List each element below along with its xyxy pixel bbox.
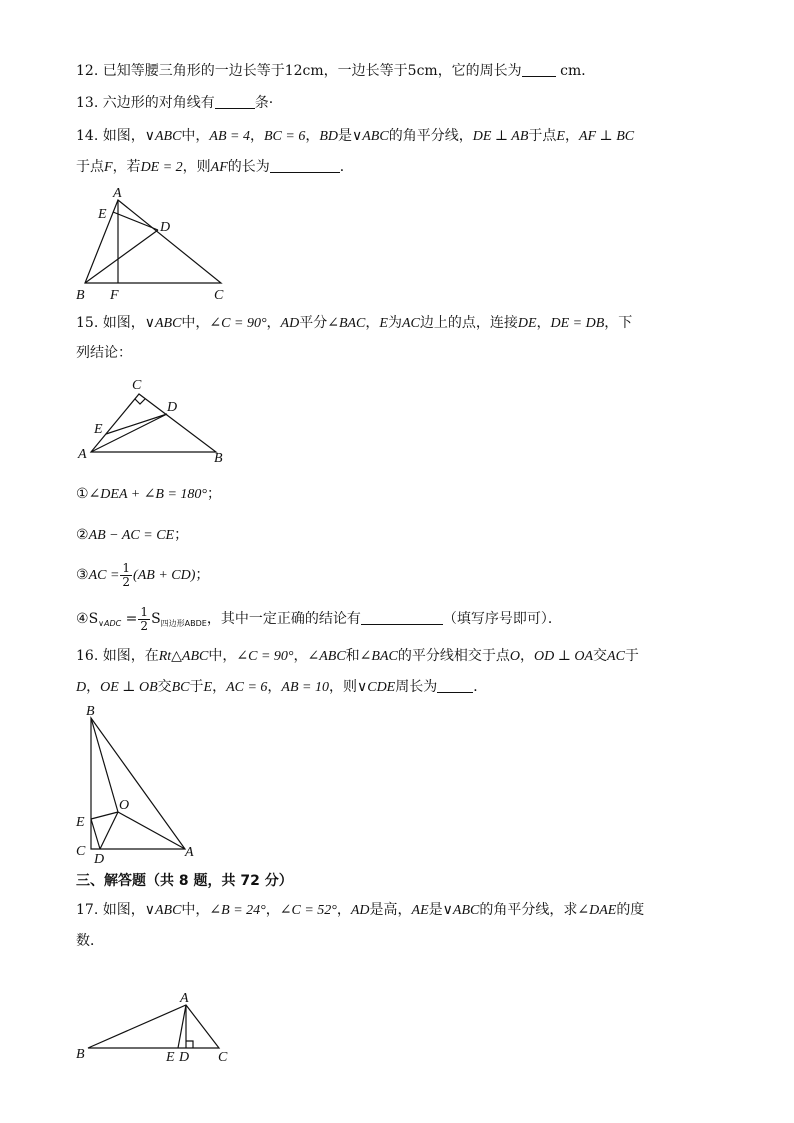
q15-bisects: 平分	[299, 315, 328, 331]
q16-rt-triangle: Rt△ABC	[158, 649, 209, 664]
q16-ac: AC	[607, 649, 625, 664]
q17-angle-b: ∠B = 24°	[209, 903, 266, 918]
q16-od-perp-oa: OD ⊥ OA	[533, 649, 594, 664]
q17-triangle: ∨ABC	[144, 903, 182, 918]
q17-ad: AD	[350, 903, 370, 918]
triangle-abc	[91, 718, 185, 849]
q15-comma4: ，下	[604, 315, 633, 331]
label-a: A	[185, 845, 194, 860]
q16-triangle-cde: ∨CDE	[356, 680, 396, 695]
fraction-denominator: 2	[140, 618, 149, 633]
question-14-line-1	[76, 126, 634, 147]
q16-comma4: ，	[212, 679, 227, 695]
q12-text-b: ，一边长等于	[323, 63, 408, 79]
area-subscript-1: ∨ADC	[98, 619, 122, 628]
label-e: E	[94, 422, 103, 437]
q16-meet: 的平分线相交于点	[397, 648, 510, 664]
conclusion-4	[76, 604, 562, 639]
conclusion-2-end: ；	[174, 527, 189, 543]
q17-line2: 数．	[76, 933, 104, 949]
triangle-abc	[88, 1005, 219, 1048]
question-number: 12.	[76, 63, 99, 79]
q15-point-on: 为	[387, 315, 402, 331]
q16-then: ，则	[328, 679, 357, 695]
q12-end: ．	[581, 63, 596, 79]
q14-bisector: 的角平分线，	[388, 128, 473, 144]
q17-angle-c: ∠C = 52°	[279, 903, 337, 918]
question-12	[76, 61, 595, 81]
conclusion-1-text: ∠DEA + ∠B = 180°	[88, 487, 208, 502]
label-b: B	[76, 1047, 85, 1062]
label-c: C	[214, 288, 224, 303]
q16-angle-bac: ∠BAC	[359, 649, 398, 664]
q16-figure	[74, 700, 204, 870]
q14-bc: BC = 6	[263, 129, 306, 144]
q17-is-altitude: 是高，	[369, 902, 412, 918]
q15-comma3: ，	[536, 315, 551, 331]
bisector-ae	[178, 1005, 186, 1048]
q14-de-value: DE = 2	[140, 160, 183, 175]
q17-comma: ，	[265, 902, 280, 918]
q14-intro: 如图，	[102, 128, 145, 144]
q12-text-c: ，它的周长为	[437, 63, 522, 79]
q16-end: ．	[473, 679, 488, 695]
fraction-numerator: 1	[122, 560, 131, 575]
q17-comma2: ，	[336, 902, 351, 918]
label-c: C	[218, 1050, 228, 1065]
q13-text-b: 条·	[254, 95, 274, 111]
q15-ac: AC	[401, 316, 420, 331]
q16-o: O	[509, 649, 520, 664]
q16-ab-value: AB = 10	[281, 680, 329, 695]
question-number: 15.	[76, 315, 99, 331]
q12-length-2: 5cm	[407, 63, 438, 79]
q15-ad: AD	[280, 316, 300, 331]
segment-ed	[91, 819, 100, 849]
q14-line2-b: ，若	[112, 159, 141, 175]
q15-de-eq-db: DE = DB	[550, 316, 605, 331]
question-17-line-2	[76, 931, 104, 951]
q16-comma2: ，	[519, 648, 534, 664]
question-14-line-2	[76, 157, 354, 178]
fraction-half	[120, 562, 132, 589]
label-b: B	[214, 451, 223, 466]
question-15-line-2	[76, 343, 132, 363]
label-e: E	[76, 815, 85, 830]
label-d: D	[179, 1050, 190, 1065]
fraction-numerator: 1	[140, 604, 149, 619]
q17-tail: 的度	[616, 902, 645, 918]
segment-oe	[91, 812, 118, 819]
answer-blank[interactable]	[215, 94, 255, 109]
q12-length-1: 12cm	[284, 63, 324, 79]
q17-triangle-2: ∨ABC	[442, 903, 480, 918]
question-number: 14.	[76, 128, 99, 144]
q14-triangle-2: ∨ABC	[352, 129, 389, 144]
q15-line2: 列结论：	[76, 345, 132, 361]
question-16-line-1	[76, 646, 639, 667]
q14-triangle: ∨ABC	[144, 129, 182, 144]
right-angle-mark	[186, 1041, 193, 1048]
q16-cross: 交	[593, 648, 608, 664]
label-d: D	[94, 852, 105, 867]
triangle-abc	[91, 394, 216, 452]
conclusion-2-text: AB − AC = CE	[88, 528, 175, 543]
fill-hint: （填写序号即可）．	[442, 611, 562, 627]
right-angle-mark	[135, 399, 145, 404]
answer-blank[interactable]	[522, 62, 556, 77]
q14-end: ．	[339, 159, 354, 175]
label-c: C	[132, 378, 142, 393]
conclusion-3-end: ；	[195, 567, 210, 583]
answer-blank[interactable]	[270, 158, 340, 173]
q15-on-side: 边上的点，连接	[419, 315, 518, 331]
label-a: A	[180, 991, 189, 1006]
q14-is: 是	[338, 128, 352, 144]
q14-figure	[74, 185, 244, 305]
q16-ac-value: AC = 6	[226, 680, 268, 695]
q15-mid: 中，	[181, 315, 210, 331]
label-b: B	[76, 288, 85, 303]
label-d: D	[167, 400, 178, 415]
question-number: 13.	[76, 95, 99, 111]
question-number: 16.	[76, 648, 99, 664]
q12-unit: cm	[560, 63, 582, 79]
label-f: F	[110, 288, 119, 303]
answer-blank[interactable]	[361, 610, 443, 625]
q15-e: E	[379, 316, 388, 331]
conclusion-3-rhs: (AB + CD)	[133, 568, 196, 583]
answer-blank[interactable]	[437, 678, 473, 693]
q14-comma3: ，	[564, 128, 579, 144]
q14-f: F	[104, 160, 113, 175]
conclusion-2-number: ②	[76, 527, 89, 543]
label-e: E	[166, 1050, 175, 1065]
q16-intro: 如图，在	[102, 648, 159, 664]
question-number: 17.	[76, 902, 99, 918]
q14-de-perp-ab: DE ⊥ AB	[472, 129, 529, 144]
question-15-line-1	[76, 313, 632, 334]
q15-de: DE	[517, 316, 537, 331]
q14-af: AF	[210, 160, 228, 175]
q14-line2-a: 于点	[76, 159, 104, 175]
label-a: A	[78, 447, 87, 462]
fraction-half	[138, 606, 150, 633]
q15-comma2: ，	[365, 315, 380, 331]
conclusion-1	[76, 484, 221, 505]
q17-figure	[74, 988, 244, 1068]
label-c: C	[76, 844, 86, 859]
q16-oe-perp-ob: OE ⊥ OB	[100, 680, 158, 695]
q15-angle-bac: ∠BAC	[327, 316, 366, 331]
fraction-denominator: 2	[122, 574, 131, 589]
question-13	[76, 93, 273, 113]
q16-at2: 于	[189, 679, 204, 695]
section-3-title: 三、解答题（共 8 题，共 72 分）	[76, 873, 293, 889]
q15-triangle: ∨ABC	[144, 316, 182, 331]
question-17-line-1	[76, 900, 644, 921]
q17-intro: 如图，	[102, 902, 145, 918]
q12-text-a: 已知等腰三角形的一边长等于	[102, 63, 285, 79]
segment-ao	[118, 812, 185, 849]
conclusion-2	[76, 525, 188, 546]
q16-angle-c: ∠C = 90°	[236, 649, 294, 664]
question-16-line-2	[76, 677, 487, 698]
q17-mid: 中，	[181, 902, 210, 918]
conclusion-3-lhs: AC =	[88, 568, 120, 583]
q16-cross2: 交	[157, 679, 172, 695]
q17-ae: AE	[411, 903, 429, 918]
q16-e: E	[203, 680, 213, 695]
q16-comma5: ，	[267, 679, 282, 695]
conclusion-4-number: ④	[76, 611, 89, 627]
q14-comma: ，	[249, 128, 264, 144]
q14-comma2: ，	[305, 128, 320, 144]
label-a: A	[113, 186, 122, 201]
q16-mid: 中，	[208, 648, 237, 664]
q16-comma: ，	[293, 648, 308, 664]
q16-perimeter: 周长为	[395, 679, 438, 695]
segment-de	[106, 414, 167, 434]
q14-line2-c: ，则	[182, 159, 211, 175]
q15-figure	[76, 378, 236, 468]
segment-bo	[91, 718, 118, 812]
q16-angle-abc: ∠ABC	[307, 649, 346, 664]
q14-mid: 中，	[181, 128, 210, 144]
area-symbol-2: S	[151, 611, 161, 627]
label-b: B	[86, 704, 95, 719]
label-o: O	[119, 798, 130, 813]
q16-d: D	[76, 680, 87, 695]
q14-af-perp-bc: AF ⊥ BC	[578, 129, 635, 144]
conclusion-1-end: ；	[207, 486, 222, 502]
q16-at: 于	[624, 648, 639, 664]
q15-comma: ，	[266, 315, 281, 331]
conclusion-3	[76, 560, 209, 591]
q17-bisector: 的角平分线，求	[479, 902, 578, 918]
area-subscript-2: 四边形ABDE	[160, 619, 207, 628]
q17-angle-dae: ∠DAE	[577, 903, 617, 918]
q13-text-a: 六边形的对角线有	[102, 95, 215, 111]
conclusion-4-tail: ，其中一定正确的结论有	[206, 611, 361, 627]
conclusion-3-number: ③	[76, 567, 89, 583]
q14-line2-d: 的长为	[227, 159, 270, 175]
q16-and: 和	[345, 648, 360, 664]
q16-comma3: ，	[86, 679, 101, 695]
q14-at: 于点	[528, 128, 557, 144]
area-symbol: S	[88, 611, 99, 627]
equals-sign: =	[121, 611, 138, 627]
q17-is: 是	[428, 902, 443, 918]
q15-intro: 如图，	[102, 315, 145, 331]
q15-angle-c: ∠C = 90°	[209, 316, 267, 331]
conclusion-1-number: ①	[76, 486, 89, 502]
q14-ab: AB = 4	[209, 129, 250, 144]
label-d: D	[160, 220, 171, 235]
q14-bd: BD	[319, 129, 338, 144]
label-e: E	[98, 207, 107, 222]
q16-bc: BC	[171, 680, 190, 695]
q14-e: E	[556, 129, 565, 144]
segment-od	[100, 812, 118, 849]
